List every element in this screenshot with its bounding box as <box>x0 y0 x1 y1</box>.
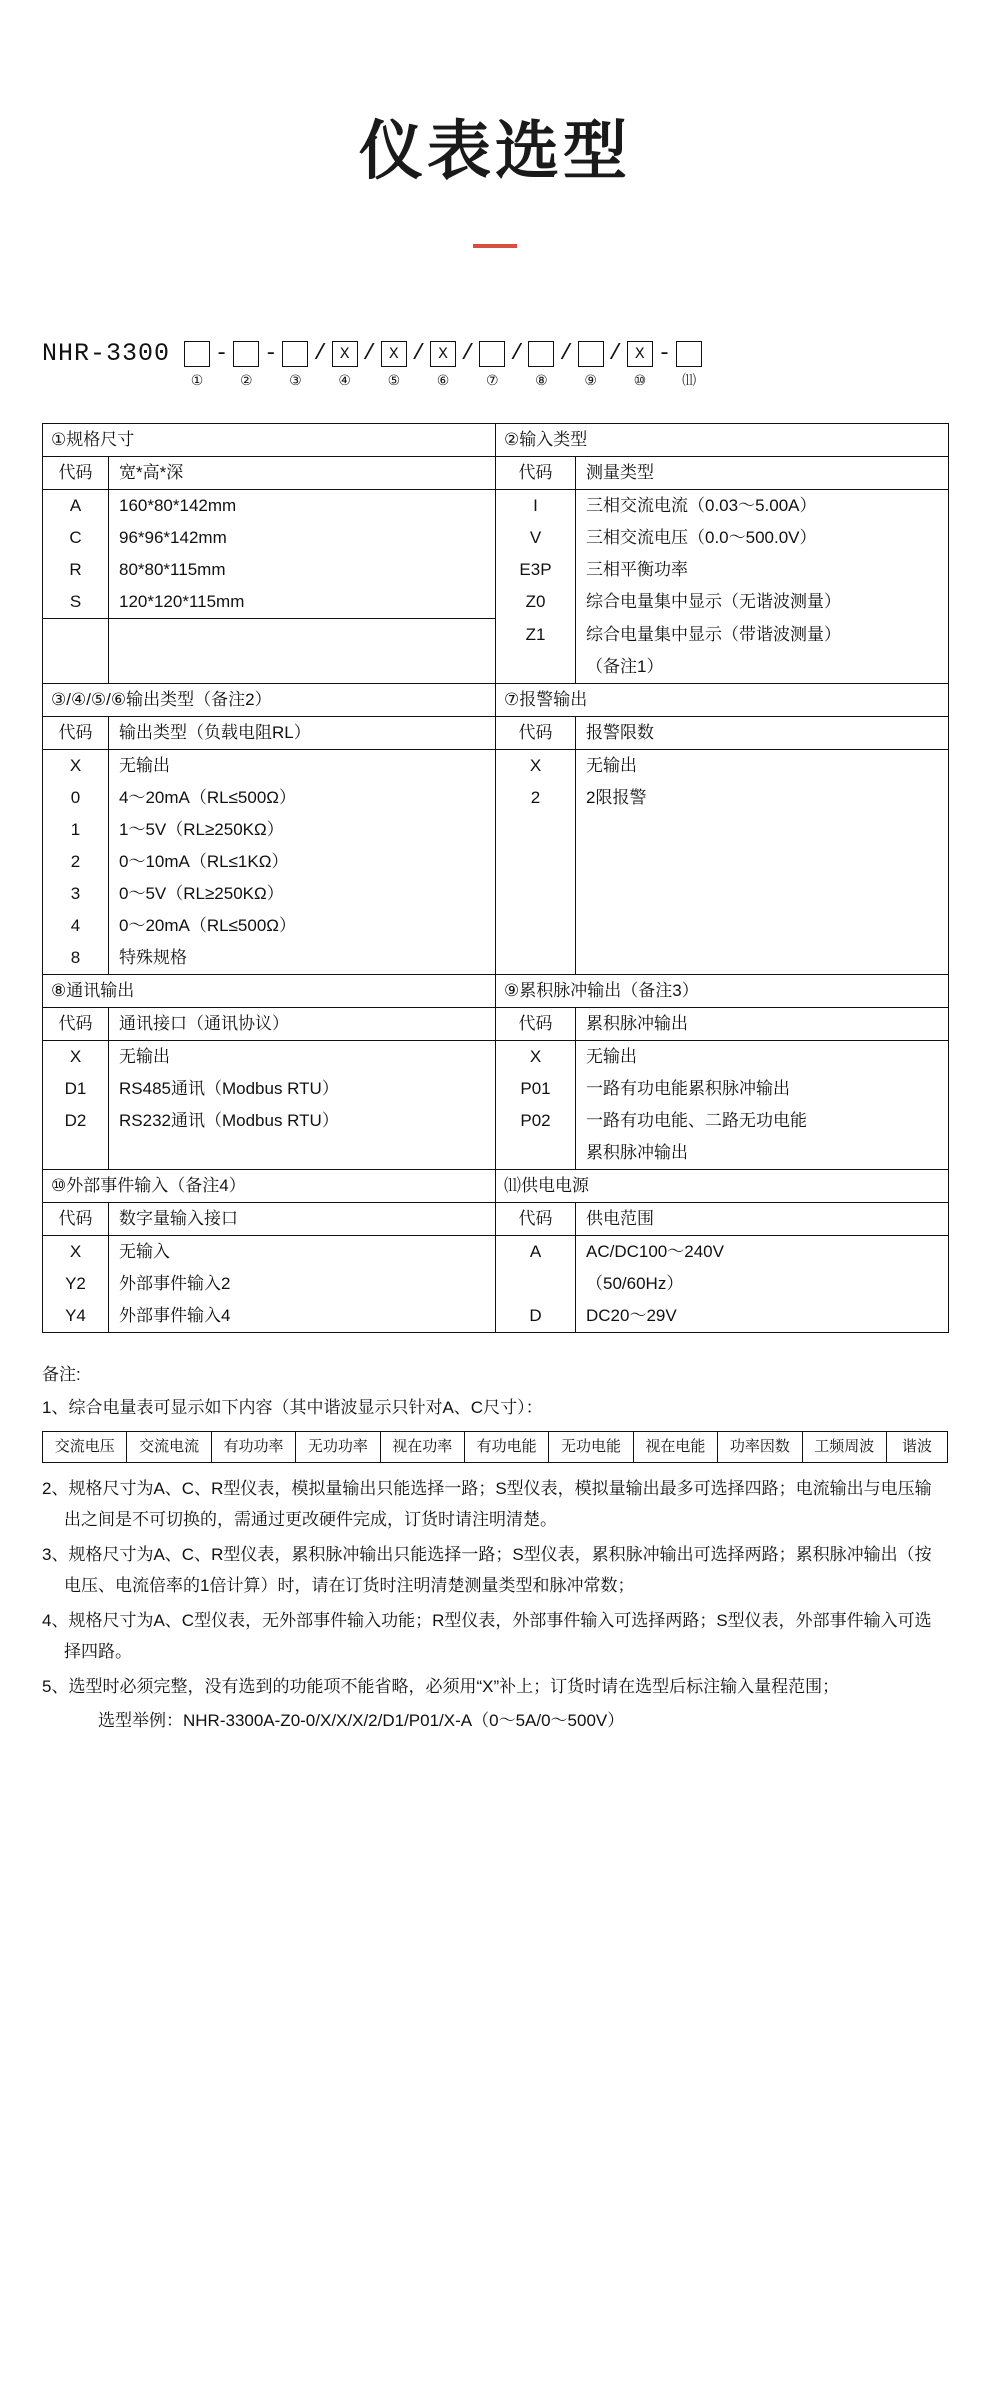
comm-desc: RS232通讯（Modbus RTU） <box>109 1105 496 1137</box>
comm-code: D1 <box>43 1073 109 1105</box>
table-row <box>43 1300 949 1333</box>
model-slot-index: ③ <box>289 372 302 388</box>
model-slot-box[interactable] <box>184 341 210 367</box>
col-header-code: 代码 <box>496 716 576 749</box>
alarm-code: X <box>496 749 576 782</box>
input-code: I <box>496 490 576 523</box>
section-title-2: ②输入类型 <box>496 424 949 457</box>
pulse-code <box>496 1137 576 1170</box>
table-row <box>43 1137 949 1170</box>
quantity-cell: 无功功率 <box>296 1431 380 1462</box>
table-row <box>43 814 949 846</box>
model-separator: / <box>411 341 426 366</box>
comm-desc: 无输出 <box>109 1040 496 1073</box>
model-slot-box[interactable] <box>479 341 505 367</box>
model-slot-index: ④ <box>338 372 351 388</box>
alarm-desc: 无输出 <box>576 749 949 782</box>
table-row <box>43 619 949 651</box>
col-header-desc: 测量类型 <box>576 457 949 490</box>
col-header-desc: 通讯接口（通讯协议） <box>109 1007 496 1040</box>
table-row <box>43 651 949 684</box>
model-slot-3[interactable] <box>282 334 308 387</box>
comm-code: D2 <box>43 1105 109 1137</box>
table-row <box>43 554 949 586</box>
pulse-code: P02 <box>496 1105 576 1137</box>
pulse-desc: 一路有功电能累积脉冲输出 <box>576 1073 949 1105</box>
output-code: 4 <box>43 910 109 942</box>
model-code-row <box>0 334 990 387</box>
page-title: 仪表选型 <box>359 115 631 187</box>
model-slot-8[interactable] <box>528 334 554 387</box>
output-code: 8 <box>43 942 109 975</box>
power-desc: AC/DC100～240V <box>576 1235 949 1268</box>
model-slot-index: ① <box>190 372 204 388</box>
power-code: A <box>496 1235 576 1268</box>
spec-code: A <box>43 490 109 523</box>
model-slot-list <box>184 334 702 387</box>
table-row <box>43 586 949 619</box>
quantity-cell: 工频周波 <box>802 1431 886 1462</box>
power-code: D <box>496 1300 576 1333</box>
spec-code: R <box>43 554 109 586</box>
col-header-code: 代码 <box>43 457 109 490</box>
event-desc: 无输入 <box>109 1235 496 1268</box>
output-desc: 1～5V（RL≥250KΩ） <box>109 814 496 846</box>
quantity-cell: 谐波 <box>887 1431 948 1462</box>
table-row <box>43 1431 948 1462</box>
table-row <box>43 1040 949 1073</box>
quantity-cell: 交流电压 <box>43 1431 127 1462</box>
input-desc: （备注1） <box>576 651 949 684</box>
quantity-cell: 交流电流 <box>127 1431 211 1462</box>
section-title-1: ①规格尺寸 <box>43 424 496 457</box>
quantity-cell: 功率因数 <box>718 1431 802 1462</box>
section-title-10: ⑩外部事件输入（备注4） <box>43 1169 496 1202</box>
model-slot-7[interactable] <box>479 334 505 387</box>
col-header-desc: 宽*高*深 <box>109 457 496 490</box>
table-row <box>43 522 949 554</box>
model-slot-box[interactable]: X <box>381 341 407 367</box>
output-desc: 4～20mA（RL≤500Ω） <box>109 782 496 814</box>
model-slot-6[interactable] <box>430 334 456 387</box>
event-desc: 外部事件输入2 <box>109 1268 496 1300</box>
table-row <box>43 749 949 782</box>
model-slot-4[interactable] <box>332 334 358 387</box>
model-slot-5[interactable] <box>381 334 407 387</box>
model-separator: - <box>657 341 672 366</box>
model-slot-index: ⑦ <box>485 372 499 388</box>
quantity-cell: 无功电能 <box>549 1431 633 1462</box>
model-separator: / <box>559 341 573 366</box>
model-slot-index: ② <box>239 372 253 388</box>
output-code: 1 <box>43 814 109 846</box>
model-slot-index: ⑩ <box>633 372 647 388</box>
table-row <box>43 683 949 716</box>
output-desc: 0～20mA（RL≤500Ω） <box>109 910 496 942</box>
alarm-desc: 2限报警 <box>576 782 949 814</box>
event-code: Y4 <box>43 1300 109 1333</box>
input-desc: 综合电量集中显示（无谐波测量） <box>576 586 949 619</box>
col-header-desc: 累积脉冲输出 <box>576 1007 949 1040</box>
col-header-desc: 供电范围 <box>576 1202 949 1235</box>
table-row <box>43 1007 949 1040</box>
table-row <box>43 424 949 457</box>
table-row <box>43 942 949 975</box>
model-slot-box[interactable] <box>282 341 308 367</box>
spec-desc: 120*120*115mm <box>109 586 496 619</box>
power-desc: DC20～29V <box>576 1300 949 1333</box>
input-desc: 综合电量集中显示（带谐波测量） <box>576 619 949 651</box>
table-row <box>43 1202 949 1235</box>
selection-example: 选型举例：NHR-3300A-Z0-0/X/X/X/2/D1/P01/X-A（0～5A/0～500V） <box>98 1710 625 1730</box>
table-row <box>43 974 949 1007</box>
pulse-desc: 无输出 <box>576 1040 949 1073</box>
col-header-code: 代码 <box>496 1007 576 1040</box>
table-row <box>43 1268 949 1300</box>
input-code <box>496 651 576 684</box>
quantity-cell: 有功电能 <box>464 1431 548 1462</box>
model-separator: / <box>362 341 376 366</box>
note-1: 1、综合电量表可显示如下内容（其中谐波显示只针对A、C尺寸）： <box>42 1397 543 1417</box>
selection-table <box>42 423 949 1333</box>
model-separator: / <box>461 341 475 366</box>
col-header-code: 代码 <box>43 716 109 749</box>
model-separator: - <box>264 341 278 366</box>
model-slot-1[interactable] <box>184 334 210 387</box>
model-slot-10[interactable] <box>627 334 653 387</box>
col-header-code: 代码 <box>496 457 576 490</box>
model-base-name: NHR-3300 <box>42 339 171 368</box>
notes-heading: 备注: <box>42 1364 81 1384</box>
model-slot-box[interactable]: X <box>430 341 456 367</box>
alarm-code: 2 <box>496 782 576 814</box>
model-slot-11[interactable] <box>676 334 702 387</box>
event-code: X <box>43 1235 109 1268</box>
model-slot-box[interactable]: X <box>332 341 358 367</box>
output-code: 3 <box>43 878 109 910</box>
table-row <box>43 716 949 749</box>
quantity-cell: 有功功率 <box>211 1431 295 1462</box>
pulse-code: X <box>496 1040 576 1073</box>
table-row <box>43 1073 949 1105</box>
spec-code: C <box>43 522 109 554</box>
model-slot-box[interactable] <box>578 341 604 367</box>
output-desc: 0～5V（RL≥250KΩ） <box>109 878 496 910</box>
input-desc: 三相交流电压（0.0～500.0V） <box>576 522 949 554</box>
output-desc: 特殊规格 <box>109 942 496 975</box>
quantity-cell: 视在功率 <box>380 1431 464 1462</box>
note-3: 3、规格尺寸为A、C、R型仪表，累积脉冲输出只能选择一路；S型仪表，累积脉冲输出可选择两路；累积脉冲输出（按电压、电流倍率的1倍计算）时，请在订货时注明清楚测量类型和脉冲常数； <box>42 1544 932 1595</box>
table-row <box>43 457 949 490</box>
col-header-desc: 输出类型（负载电阻RL） <box>109 716 496 749</box>
section-title-7: ⑦报警输出 <box>496 683 949 716</box>
quantity-cell: 视在电能 <box>633 1431 717 1462</box>
output-code: X <box>43 749 109 782</box>
col-header-code: 代码 <box>43 1202 109 1235</box>
note-4: 4、规格尺寸为A、C型仪表，无外部事件输入功能；R型仪表，外部事件输入可选择两路；S型仪表，外部事件输入可选择四路。 <box>42 1610 932 1661</box>
model-slot-index: ⑤ <box>387 372 401 388</box>
section-title-9: ⑨累积脉冲输出（备注3） <box>496 974 949 1007</box>
pulse-desc: 一路有功电能、二路无功电能 <box>576 1105 949 1137</box>
pulse-code: P01 <box>496 1073 576 1105</box>
table-row <box>43 910 949 942</box>
spec-desc: 80*80*115mm <box>109 554 496 586</box>
model-slot-index: ⑾ <box>682 372 697 388</box>
section-title-8: ⑧通讯输出 <box>43 974 496 1007</box>
input-code: E3P <box>496 554 576 586</box>
table-row <box>43 782 949 814</box>
comm-desc: RS485通讯（Modbus RTU） <box>109 1073 496 1105</box>
col-header-desc: 报警限数 <box>576 716 949 749</box>
model-slot-box[interactable] <box>676 341 702 367</box>
col-header-code: 代码 <box>496 1202 576 1235</box>
model-separator: / <box>510 341 524 366</box>
model-slot-index: ⑥ <box>436 372 450 388</box>
comm-code: X <box>43 1040 109 1073</box>
input-code: Z1 <box>496 619 576 651</box>
col-header-desc: 数字量输入接口 <box>109 1202 496 1235</box>
model-slot-box[interactable]: X <box>627 341 653 367</box>
notes-section <box>42 1359 948 1736</box>
spec-desc: 160*80*142mm <box>109 490 496 523</box>
input-code: Z0 <box>496 586 576 619</box>
model-slot-index: ⑧ <box>535 372 548 388</box>
event-desc: 外部事件输入4 <box>109 1300 496 1333</box>
model-slot-box[interactable] <box>528 341 554 367</box>
title-divider <box>473 244 517 248</box>
output-desc: 无输出 <box>109 749 496 782</box>
section-title-3456: ③/④/⑤/⑥输出类型（备注2） <box>43 683 496 716</box>
model-separator: / <box>313 341 327 366</box>
table-row <box>43 1235 949 1268</box>
spec-code: S <box>43 586 109 619</box>
power-code <box>496 1268 576 1300</box>
power-desc: （50/60Hz） <box>576 1268 949 1300</box>
table-row <box>43 490 949 523</box>
model-separator: / <box>608 341 622 366</box>
output-desc: 0～10mA（RL≤1KΩ） <box>109 846 496 878</box>
model-slot-9[interactable] <box>578 334 604 387</box>
model-separator: - <box>215 341 229 366</box>
col-header-code: 代码 <box>43 1007 109 1040</box>
quantities-table <box>42 1431 948 1463</box>
table-row <box>43 846 949 878</box>
event-code: Y2 <box>43 1268 109 1300</box>
model-slot-index: ⑨ <box>584 372 597 388</box>
input-desc: 三相交流电流（0.03～5.00A） <box>576 490 949 523</box>
input-code: V <box>496 522 576 554</box>
model-slot-box[interactable] <box>233 341 259 367</box>
spec-desc: 96*96*142mm <box>109 522 496 554</box>
model-slot-2[interactable] <box>233 334 259 387</box>
table-row <box>43 1169 949 1202</box>
table-row <box>43 1105 949 1137</box>
input-desc: 三相平衡功率 <box>576 554 949 586</box>
output-code: 2 <box>43 846 109 878</box>
note-2: 2、规格尺寸为A、C、R型仪表，模拟量输出只能选择一路；S型仪表，模拟量输出最多可选择四路；电流输出与电压输出之间是不可切换的，需通过更改硬件完成，订货时请注明清楚。 <box>42 1478 932 1529</box>
output-code: 0 <box>43 782 109 814</box>
table-row <box>43 878 949 910</box>
pulse-desc: 累积脉冲输出 <box>576 1137 949 1170</box>
note-5: 5、选型时必须完整，没有选到的功能项不能省略，必须用“X”补上；订货时请在选型后标注输入量程范围； <box>42 1676 840 1696</box>
section-title-11: ⑾供电电源 <box>496 1169 949 1202</box>
